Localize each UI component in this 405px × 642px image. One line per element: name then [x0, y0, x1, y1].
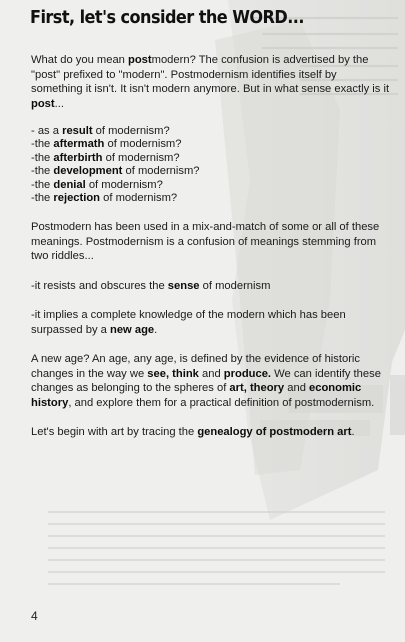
list-item: -the rejection of modernism?	[31, 192, 178, 205]
new-age-paragraph: A new age? An age, any age, is defined by the evidence of historic changes in the way we see, think and produce. We can identify these changes as belonging to the spheres of art, theory and economic history, and explore them for a practical definition of postmodernism.	[31, 353, 381, 409]
list-item: -the development of modernism?	[31, 165, 200, 178]
page-content	[31, 8, 391, 440]
riddle-one: -it resists and obscures the sense of modernism	[31, 279, 271, 292]
closing-paragraph: Let's begin with art by tracing the genealogy of postmodern art.	[31, 426, 355, 439]
page-number: 4	[31, 609, 38, 623]
meanings-paragraph: Postmodern has been used in a mix-and-match of some or all of these meanings. Postmodernism is a confusion of meanings stemming from two riddles...	[31, 221, 380, 263]
list-item: -the denial of modernism?	[31, 178, 163, 191]
list-item: -the aftermath of modernism?	[31, 138, 182, 151]
riddle-two: -it implies a complete knowledge of the modern which has been surpassed by a new age.	[31, 309, 346, 336]
emphasis: post	[128, 54, 152, 66]
list-item: - as a result of modernism?	[31, 125, 170, 137]
page-title: First, let's consider the WORD...	[30, 8, 304, 28]
emphasis: post	[31, 97, 55, 110]
list-item: -the afterbirth of modernism?	[31, 151, 180, 164]
question-list	[31, 125, 391, 205]
intro-paragraph: What do you mean postmodern? The confusion is advertised by the "post" prefixed to "modern". Postmodernism identifies itself by something it isn't. It isn't modern anymore. But in what sense exactly is it post...	[31, 54, 390, 110]
